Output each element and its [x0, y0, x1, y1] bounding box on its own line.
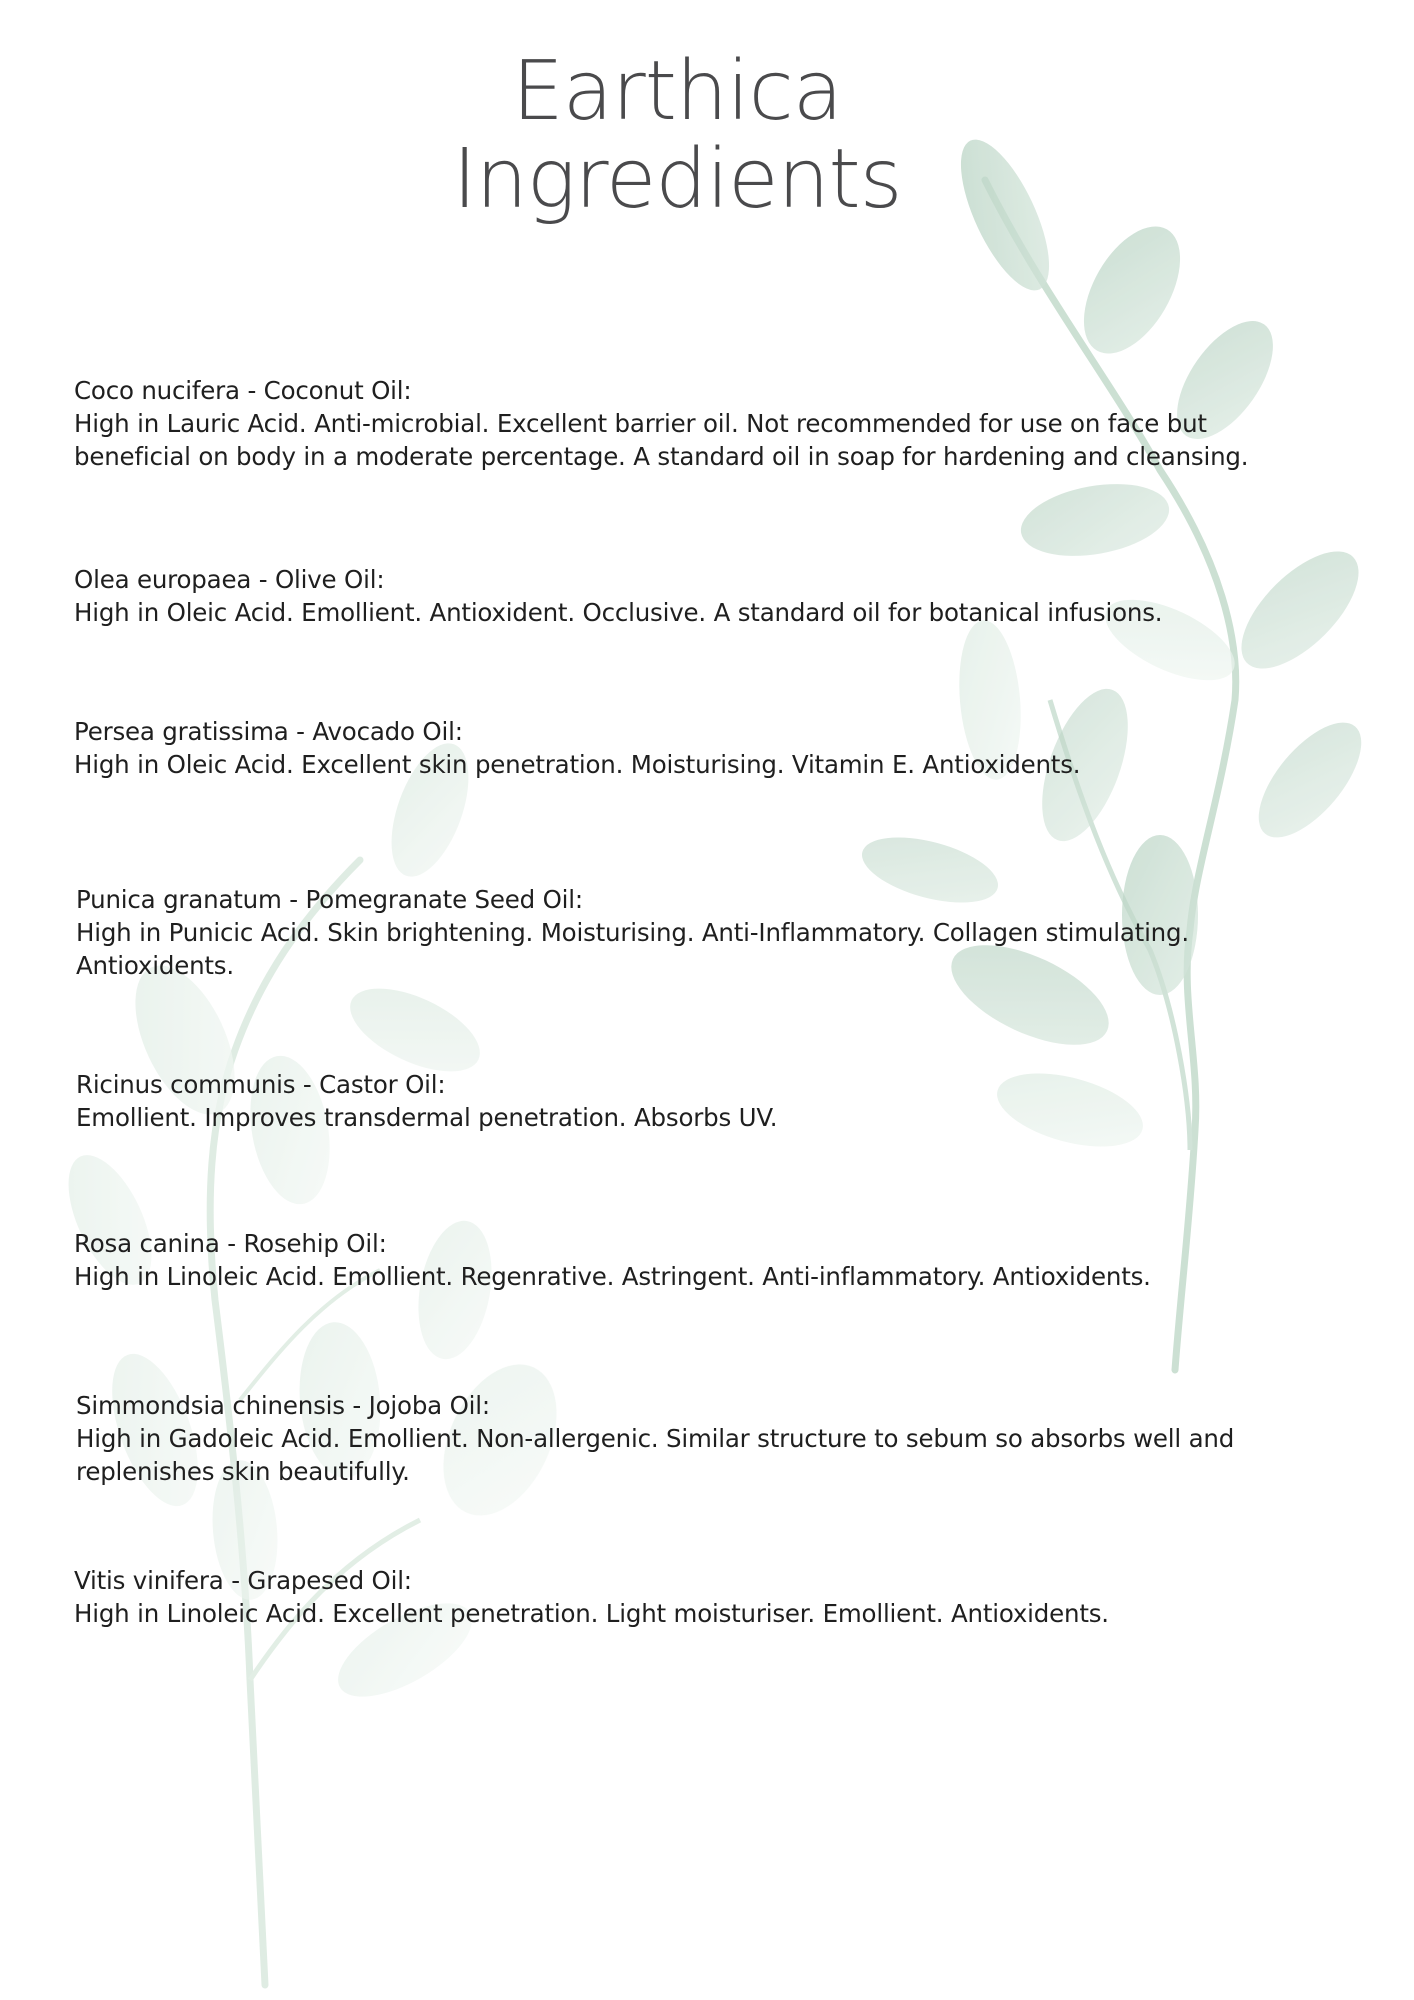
ingredient-name: Olea europaea - Olive Oil: [74, 565, 385, 594]
ingredient-name: Coco nucifera - Coconut Oil: [74, 376, 412, 405]
ingredient-description: High in Linoleic Acid. Emollient. Regenrative. Astringent. Anti-inflammatory. Antioxidents. [74, 1262, 1151, 1291]
ingredient-entry [76, 1389, 1326, 1488]
ingredient-name: Punica granatum - Pomegranate Seed Oil: [76, 885, 583, 914]
ingredient-name: Rosa canina - Rosehip Oil: [74, 1229, 387, 1258]
ingredient-entry [74, 374, 1324, 473]
ingredient-entry [76, 883, 1326, 982]
ingredient-description: High in Oleic Acid. Emollient. Antioxident. Occlusive. A standard oil for botanical infusions. [74, 598, 1163, 627]
ingredient-name: Persea gratissima - Avocado Oil: [74, 717, 463, 746]
ingredient-description: High in Linoleic Acid. Excellent penetration. Light moisturiser. Emollient. Antioxidents. [74, 1599, 1109, 1628]
title-line-2: Ingredients [452, 132, 902, 227]
ingredient-description: High in Lauric Acid. Anti-microbial. Excellent barrier oil. Not recommended for use on face but beneficial on body in a moderate percentage. A standard oil in soap for hardening and cleansing. [74, 409, 1249, 471]
page-title [0, 44, 1354, 227]
ingredient-description: High in Punicic Acid. Skin brightening. Moisturising. Anti-Inflammatory. Collagen stimulating. Antioxidents. [76, 918, 1189, 980]
ingredient-entry [74, 1564, 1324, 1630]
ingredient-description: Emollient. Improves transdermal penetration. Absorbs UV. [76, 1103, 778, 1132]
ingredient-name: Ricinus communis - Castor Oil: [76, 1070, 446, 1099]
ingredient-name: Simmondsia chinensis - Jojoba Oil: [76, 1391, 490, 1420]
ingredient-entry [74, 715, 1324, 781]
ingredient-entry [74, 563, 1324, 629]
ingredient-description: High in Gadoleic Acid. Emollient. Non-allergenic. Similar structure to sebum so absorbs well and replenishes skin beautifully. [76, 1424, 1235, 1486]
ingredient-description: High in Oleic Acid. Excellent skin penetration. Moisturising. Vitamin E. Antioxidents. [74, 750, 1081, 779]
ingredient-entry [76, 1068, 1326, 1134]
ingredient-name: Vitis vinifera - Grapesed Oil: [74, 1566, 412, 1595]
title-line-1: Earthica [511, 44, 842, 139]
ingredient-entry [74, 1227, 1324, 1293]
